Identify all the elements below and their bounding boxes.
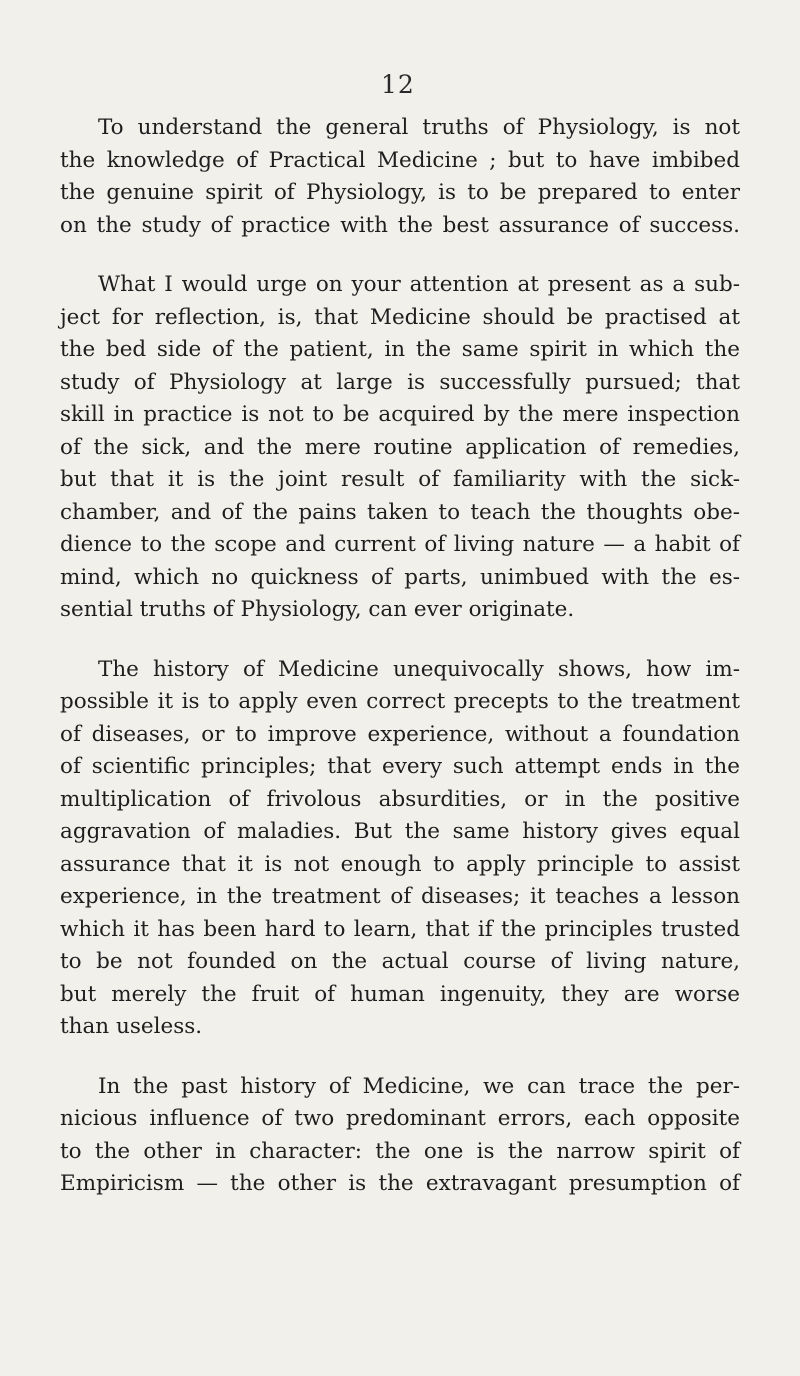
text-line: but that it is the joint result of familiarity with the sick- — [60, 467, 740, 492]
text-line: assurance that it is not enough to apply principle to assist — [60, 851, 740, 877]
text-line: Empiricism — the other is the extravagant presumption of — [60, 1171, 740, 1196]
text-line: multiplication of frivolous absurdities, or in the positive — [60, 786, 740, 812]
text-line: of scientific principles; that every such attempt ends in the — [60, 754, 740, 779]
paragraph-2 — [60, 269, 740, 627]
text-line: chamber, and of the pains taken to teach the thoughts obe- — [60, 499, 740, 525]
text-line: To understand the general truths of Physiology, is not — [98, 115, 740, 140]
paragraph-1 — [60, 112, 740, 242]
text-line: What I would urge on your attention at present as a sub- — [98, 272, 740, 297]
text-line: the bed side of the patient, in the same spirit in which the — [60, 337, 740, 362]
text-line: study of Physiology at large is successfully pursued; that — [60, 369, 740, 395]
text-line: to the other in character: the one is the narrow spirit of — [60, 1138, 740, 1164]
paragraph-4 — [60, 1071, 740, 1201]
text-line: sential truths of Physiology, can ever originate. — [60, 597, 575, 622]
text-line: on the study of practice with the best assurance of success. — [60, 212, 740, 238]
text-line: dience to the scope and current of living nature — a habit of — [60, 532, 740, 557]
paragraph-3 — [60, 654, 740, 1044]
text-line: aggravation of maladies. But the same history gives equal — [60, 819, 740, 844]
text-line: of diseases, or to improve experience, without a foundation — [60, 721, 740, 747]
text-line: skill in practice is not to be acquired by the mere inspection — [60, 402, 740, 427]
text-line: nicious influence of two predominant errors, each opposite — [60, 1106, 740, 1131]
text-line: The history of Medicine unequivocally shows, how im- — [98, 656, 740, 682]
page-number: 12 — [381, 70, 415, 99]
text-line: In the past history of Medicine, we can trace the per- — [98, 1073, 740, 1099]
text-line: possible it is to apply even correct precepts to the treatment — [60, 689, 740, 714]
text-line: the genuine spirit of Physiology, is to be prepared to enter — [60, 180, 740, 205]
body-text — [60, 112, 740, 1201]
text-line: ject for reflection, is, that Medicine should be practised at — [60, 304, 740, 330]
text-line: of the sick, and the mere routine application of remedies, — [60, 434, 740, 460]
text-line: than useless. — [60, 1014, 203, 1039]
text-line: the knowledge of Practical Medicine ; but to have imbibed — [60, 147, 740, 173]
text-line: which it has been hard to learn, that if the principles trusted — [60, 916, 740, 942]
text-line: to be not founded on the actual course of living nature, — [60, 949, 740, 974]
text-line: but merely the fruit of human ingenuity, they are worse — [60, 981, 740, 1007]
text-line: mind, which no quickness of parts, unimbued with the es- — [60, 564, 740, 590]
text-line: experience, in the treatment of diseases; it teaches a lesson — [60, 884, 740, 909]
